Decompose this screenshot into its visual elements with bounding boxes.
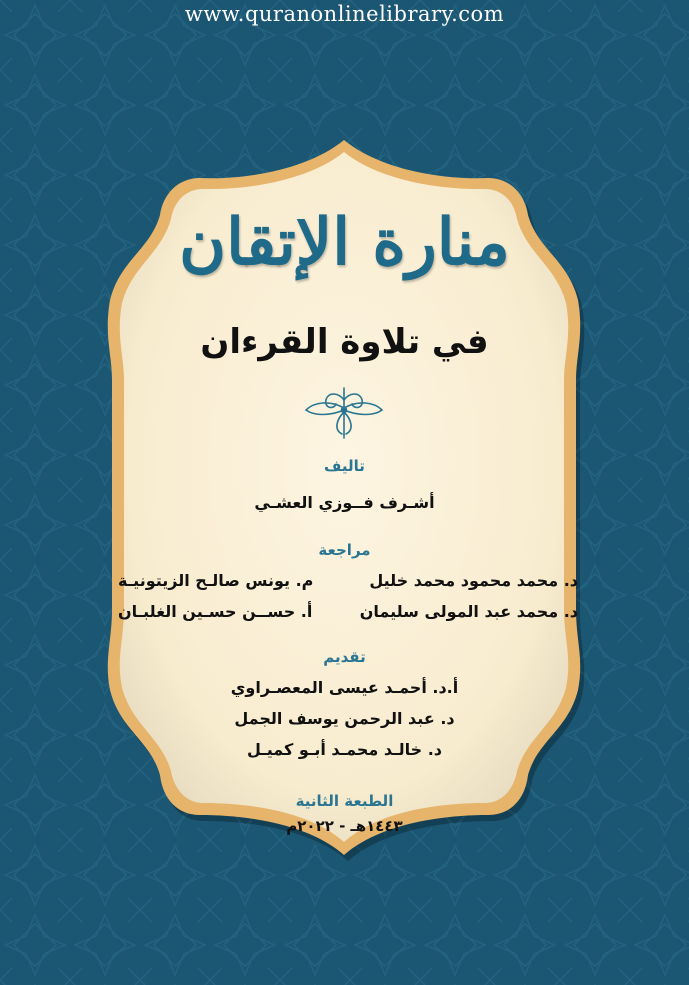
reviewer-name: أ. حســن حسـين الغلبـان — [118, 602, 313, 621]
reviewer-name: م. يونس صالـح الزيتونيـة — [118, 571, 314, 590]
reviewer-name: د. محمد محمود محمد خليل — [369, 571, 578, 590]
book-subtitle: في تلاوة القرءان — [200, 322, 489, 362]
introducer-name: د. عبد الرحمن يوسف الجمل — [234, 709, 455, 728]
reviewer-name: د. محمد عبد المولى سليمان — [359, 602, 578, 621]
introducer-name: د. خالـد محمـد أبـو كميـل — [246, 740, 442, 759]
introducer-name: أ.د. أحمـد عيسى المعصـراوي — [230, 678, 459, 697]
reviewers-row-2 — [118, 602, 578, 621]
flourish-ornament-icon — [300, 382, 388, 442]
intro-label: تقديم — [323, 648, 366, 666]
author-name: أشـرف فــوزي العشـي — [254, 493, 435, 512]
review-label: مراجعة — [318, 541, 371, 559]
book-title: منارة الإتقان — [179, 205, 510, 280]
author-label: تاليف — [324, 457, 365, 475]
website-url: www.quranonlinelibrary.com — [184, 2, 505, 26]
edition-label: الطبعة الثانية — [295, 792, 394, 810]
reviewers-row-1 — [118, 571, 578, 590]
edition-date: ١٤٤٣هـ - ٢٠٢٢م — [286, 817, 403, 835]
